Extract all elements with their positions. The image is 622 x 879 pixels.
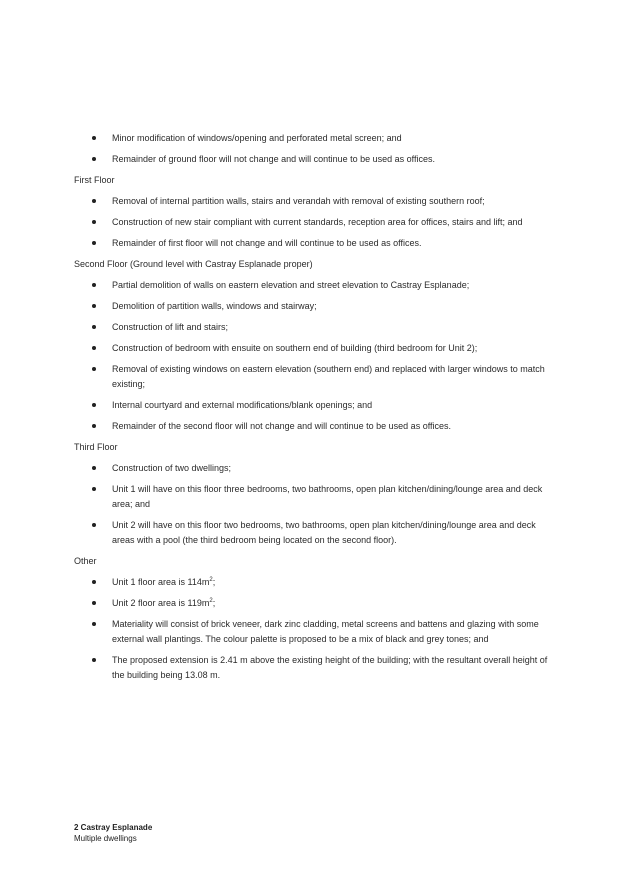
second-floor-list bbox=[74, 278, 554, 434]
first-floor-heading: First Floor bbox=[74, 175, 115, 185]
footer-subtitle: Multiple dwellings bbox=[74, 834, 137, 843]
list-item: Demolition of partition walls, windows and stairway; bbox=[74, 299, 554, 314]
ground-floor-list bbox=[74, 131, 554, 146]
third-floor-heading: Third Floor bbox=[74, 442, 118, 452]
bullet-icon bbox=[92, 220, 96, 224]
list-item: Unit 2 floor area is $119m^2$; bbox=[74, 596, 554, 611]
bullet-icon bbox=[92, 523, 96, 527]
list-item: Removal of internal partition walls, stairs and verandah with removal of existing southern roof; bbox=[74, 194, 554, 209]
document-body bbox=[74, 131, 554, 683]
bullet-icon bbox=[92, 283, 96, 287]
other-heading: Other bbox=[74, 556, 97, 566]
bullet-icon bbox=[92, 622, 96, 626]
list-item: Partial demolition of walls on eastern elevation and street elevation to Castray Esplanade; bbox=[74, 278, 554, 293]
footer-title: 2 Castray Esplanade bbox=[74, 823, 153, 832]
list-item: Construction of lift and stairs; bbox=[74, 320, 554, 335]
list-item: Remainder of ground floor will not change and will continue to be used as offices. bbox=[74, 152, 554, 167]
bullet-icon bbox=[92, 367, 96, 371]
list-item: Construction of two dwellings; bbox=[74, 461, 554, 476]
bullet-icon bbox=[92, 403, 96, 407]
list-item: Remainder of first floor will not change and will continue to be used as offices. bbox=[74, 236, 554, 251]
list-item: Minor modification of windows/opening and perforated metal screen; and bbox=[74, 131, 554, 146]
list-item: Construction of bedroom with ensuite on southern end of building (third bedroom for Unit 2); bbox=[74, 341, 554, 356]
bullet-icon bbox=[92, 658, 96, 662]
bullet-icon bbox=[92, 304, 96, 308]
bullet-icon bbox=[92, 346, 96, 350]
list-item: The proposed extension is 2.41 m above the existing height of the building; with the resultant overall height of the building being 13.08 m. bbox=[74, 653, 554, 683]
list-item: Unit 1 will have on this floor three bedrooms, two bathrooms, open plan kitchen/dining/lounge area and deck area; and bbox=[74, 482, 554, 512]
list-item: Construction of new stair compliant with current standards, reception area for offices, stairs and lift; and bbox=[74, 215, 554, 230]
list-item: Internal courtyard and external modifications/blank openings; and bbox=[74, 398, 554, 413]
page-footer bbox=[74, 822, 152, 844]
bullet-icon bbox=[92, 136, 96, 140]
list-item: Unit 2 will have on this floor two bedrooms, two bathrooms, open plan kitchen/dining/lounge area and deck areas with a pool (the third bedroom being located on the second floor). bbox=[74, 518, 554, 548]
third-floor-list bbox=[74, 461, 554, 548]
list-item: Removal of existing windows on eastern elevation (southern end) and replaced with larger windows to match existing; bbox=[74, 362, 554, 392]
bullet-icon bbox=[92, 325, 96, 329]
first-floor-list bbox=[74, 194, 554, 251]
list-item: Remainder of the second floor will not change and will continue to be used as offices. bbox=[74, 419, 554, 434]
list-item: Unit 1 floor area is $114m^2$; bbox=[74, 575, 554, 590]
bullet-icon bbox=[92, 601, 96, 605]
bullet-icon bbox=[92, 241, 96, 245]
bullet-icon bbox=[92, 487, 96, 491]
bullet-icon bbox=[92, 466, 96, 470]
other-list bbox=[74, 575, 554, 683]
bullet-icon bbox=[92, 199, 96, 203]
bullet-icon bbox=[92, 157, 96, 161]
bullet-icon bbox=[92, 580, 96, 584]
second-floor-heading: Second Floor (Ground level with Castray Esplanade proper) bbox=[74, 259, 313, 269]
bullet-icon bbox=[92, 424, 96, 428]
list-item: Materiality will consist of brick veneer, dark zinc cladding, metal screens and battens and glazing with some external wall plantings. The colour palette is proposed to be a mix of black and grey tones; and bbox=[74, 617, 554, 647]
